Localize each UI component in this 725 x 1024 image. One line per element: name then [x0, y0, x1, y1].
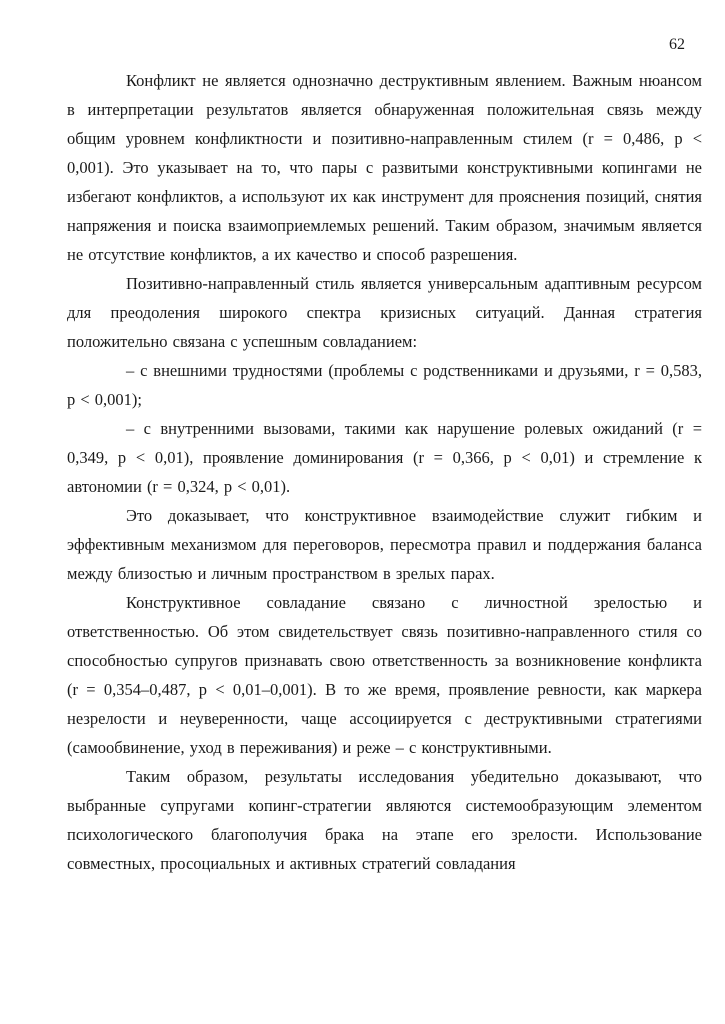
- paragraph-conflict-not-destructive: Конфликт не является однозначно деструктивным явлением. Важным нюансом в интерпретации результатов является обнаруженная положительная связь между общим уровнем конфликтности и позитивно-направленным стилем (r = 0,486, p < 0,001). Это указывает на то, что пары с развитыми конструктивными копингами не избегают конфликтов, а используют их как инструмент для прояснения позиций, снятия напряжения и поиска взаимоприемлемых решений. Таким образом, значимым является не отсутствие конфликтов, а их качество и способ разрешения.: [67, 71, 702, 264]
- page-number: 62: [669, 36, 685, 53]
- paragraph-constructive-interaction: Это доказывает, что конструктивное взаимодействие служит гибким и эффективным механизмом для переговоров, пересмотра правил и поддержания баланса между близостью и личным пространством в зрелых парах.: [67, 506, 702, 583]
- paragraph-positive-style-resource: Позитивно-направленный стиль является универсальным адаптивным ресурсом для преодоления широкого спектра кризисных ситуаций. Данная стратегия положительно связана с успешным совладанием:: [67, 274, 702, 351]
- paragraph-conclusion: Таким образом, результаты исследования убедительно доказывают, что выбранные супругами копинг-стратегии являются системообразующим элементом психологического благополучия брака на этапе его зрелости. Использование совместных, просоциальных и активных стратегий совладания: [67, 767, 702, 873]
- paragraph-constructive-coping-maturity: Конструктивное совладание связано с личностной зрелостью и ответственностью. Об этом свидетельствует связь позитивно-направленного стиля со способностью супругов признавать свою ответственность за возникновение конфликта (r = 0,354–0,487, p < 0,01–0,001). В то же время, проявление ревности, как маркера незрелости и неуверенности, чаще ассоциируется с деструктивными стратегиями (самообвинение, уход в переживания) и реже – с конструктивными.: [67, 593, 702, 757]
- list-item-external-difficulties: – с внешними трудностями (проблемы с родственниками и друзьями, r = 0,583, p < 0,001);: [67, 361, 702, 409]
- document-body: [67, 66, 702, 878]
- list-item-internal-challenges: – с внутренними вызовами, такими как нарушение ролевых ожиданий (r = 0,349, p < 0,01), проявление доминирования (r = 0,366, p < 0,01) и стремление к автономии (r = 0,324, p < 0,01).: [67, 419, 702, 496]
